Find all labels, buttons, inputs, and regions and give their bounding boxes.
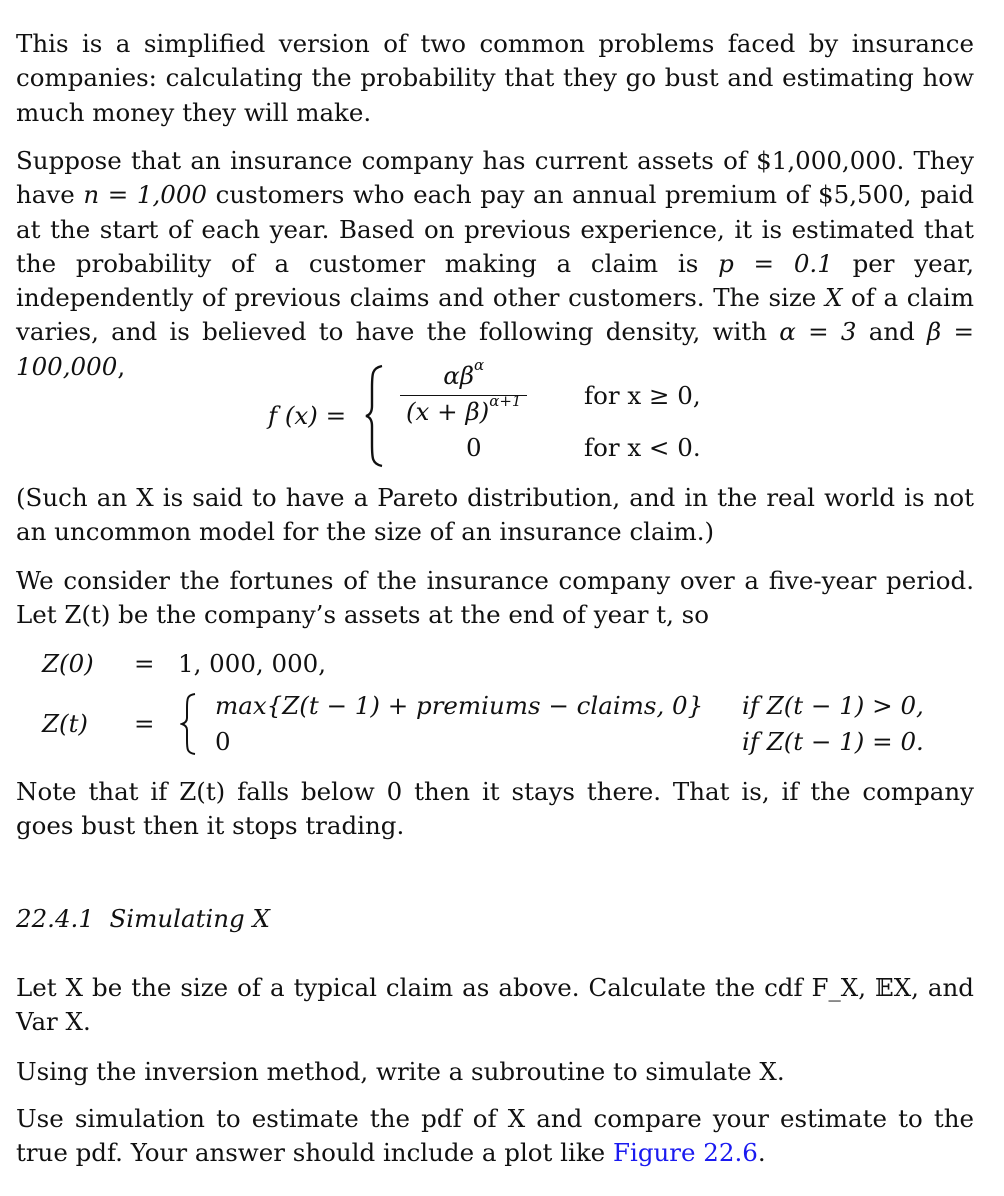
beta-equation: β = 100,000: [16, 317, 974, 381]
pareto-note: (Such an X is said to have a Pareto distribution, and in the real world is not an uncommon model for the size of an insurance claim.): [16, 483, 974, 547]
task-cdf: Let X be the size of a typical claim as above. Calculate the cdf F_X, 𝔼X, and Var X.: [16, 973, 974, 1037]
z0-lhs: Z(0): [42, 649, 94, 678]
n-equation: n = 1,000: [83, 180, 208, 210]
figure-link[interactable]: Figure 22.6: [612, 1138, 758, 1168]
task-simulate-pdf: Use simulation to estimate the pdf of X and compare your estimate to the true pdf. Your answer should include a plot like Figure 22.6.: [16, 1104, 974, 1168]
bust-note: Note that if Z(t) falls below 0 then it stays there. That is, if the company goes bust then it stops trading.: [16, 777, 974, 841]
density-lhs: f (x) =: [268, 401, 347, 430]
section-number: 22.4.1: [16, 904, 94, 933]
alpha-equation: α = 3: [779, 317, 857, 347]
zt-case1-condition: if Z(t − 1) > 0,: [742, 691, 924, 720]
section-title: Simulating X: [109, 904, 270, 933]
left-brace-icon: [364, 364, 386, 468]
p-equation: p = 0.1: [718, 248, 833, 278]
intro-paragraph: This is a simplified version of two common problems faced by insurance companies: calculating the probability that they go bust and estimating how much money they will make.: [16, 29, 974, 127]
z0-rhs: 1, 000, 000,: [178, 649, 327, 678]
zt-case2-value: 0: [215, 727, 231, 756]
density-case2-value: 0: [466, 433, 482, 462]
left-brace-icon: [180, 692, 198, 756]
zt-case1-expression: max{Z(t − 1) + premiums − claims, 0}: [215, 691, 704, 720]
density-case2-condition: for x < 0.: [584, 433, 701, 462]
density-fraction: $\frac{\alpha\beta^\alpha}{(x + \beta)^{\alpha+1}}$: [400, 364, 527, 424]
zt-equals: =: [134, 709, 155, 738]
task-inversion: Using the inversion method, write a subroutine to simulate X.: [16, 1057, 785, 1086]
density-case1-condition: for x ≥ 0,: [584, 381, 701, 410]
fortunes-paragraph: We consider the fortunes of the insurance company over a five-year period. Let Z(t) be the company’s assets at the end of year t, so: [16, 566, 974, 630]
setup-paragraph: Suppose that an insurance company has current assets of $1,000,000. They have n = 1,000 customers who each pay an annual premium of $5,500, paid at the start of each year. Based on previous experience, it is estimated that the probability of a customer making a claim is p = 0.1 per year, independently of previous claims and other customers. The size X of a claim varies, and is believed to have the following density, with α = 3 and β = 100,000,: [16, 146, 974, 381]
zt-lhs: Z(t): [42, 709, 88, 738]
zt-case2-condition: if Z(t − 1) = 0.: [742, 727, 924, 756]
section-heading: [16, 904, 270, 933]
z0-equals: =: [134, 649, 155, 678]
